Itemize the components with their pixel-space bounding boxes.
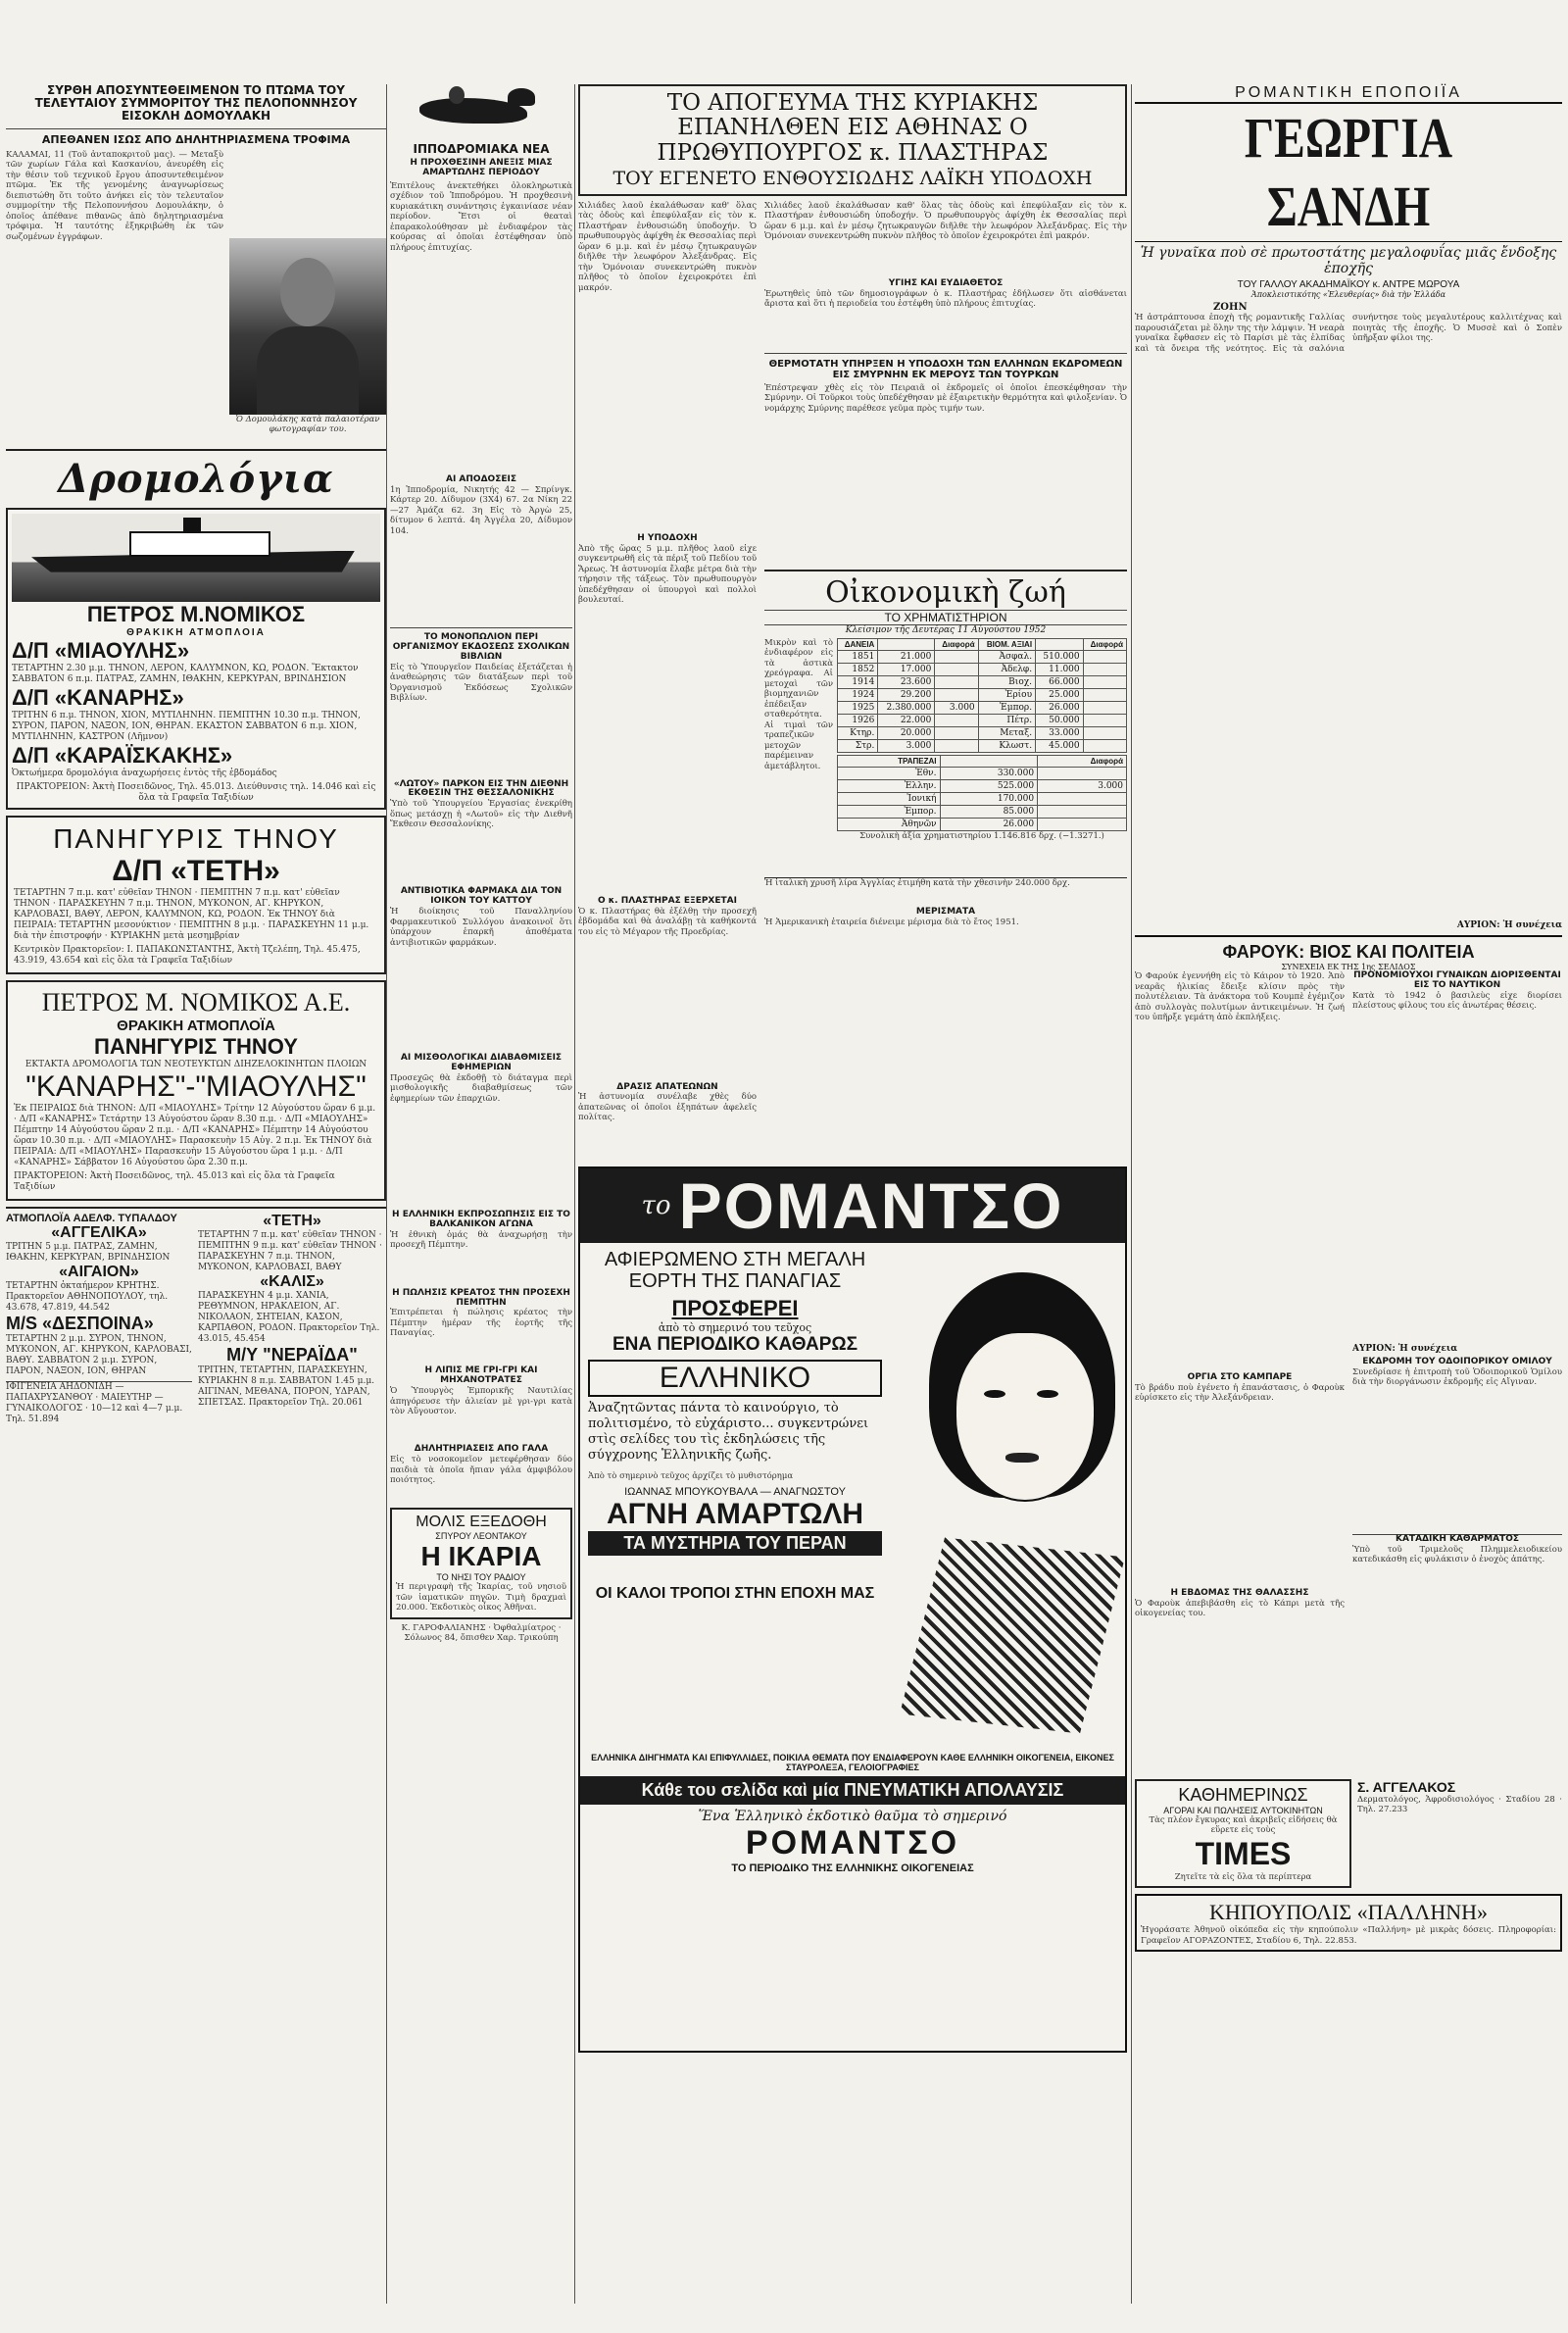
ad-categories: ΕΛΛΗΝΙΚΑ ΔΙΗΓΗΜΑΤΑ ΚΑΙ ΕΠΙΦΥΛΛΙΔΕΣ, ΠΟΙΚΙΛΑ ΘΕΜΑΤΑ ΠΟΥ ΕΝΔΙΑΦΕΡΟΥΝ ΚΑΘΕ ΕΛΛΗΝΙΚΗ ΟΙΚΟΓΕΝΕΙΑ, ΕΙΚΟΝΕΣ ΣΤΑΥΡΟΛΕΞΑ, ΓΕΛΟΙΟΓΡΑΦΙΕΣ (591, 1753, 1114, 1773)
ad-brand: ΡΟΜΑΝΤΣΟ (678, 1169, 1064, 1243)
ad-dedication: ΑΦΙΕΡΩΜΕΝΟ ΣΤΗ ΜΕΓΑΛΗ ΕΟΡΤΗ ΤΗΣ ΠΑΝΑΓΙΑΣ (604, 1249, 866, 1293)
racing-text: Ἐπιτέλους ἀνεκτεθήκει ὁλοκληρωτικὰ σχέδιον τοῦ Ἱπποδρόμου. Ἡ προχθεσινὴ κυριακάτικη συνάντησις ἐγκαινίασε νέαν περίοδον. Ἔτσι οἱ θεαταὶ ἐπαρακολούθησαν μὲ ἐνδιαφέρον τὰς κούρσας αἱ ὁποῖαι ἐστέφθησαν ὑπὸ πλήρους ἐπιτυχίας. (390, 180, 572, 253)
table-cell: 23.600 (878, 675, 935, 688)
table-cell: Ἐμπορ. (838, 805, 941, 818)
table-cell (1083, 726, 1126, 739)
table-cell: 3.000 (1038, 779, 1127, 792)
health-title: ΥΓΙΗΣ ΚΑΙ ΕΥΔΙΑΘΕΤΟΣ (888, 277, 1004, 288)
conviction-title: ΚΑΤΑΔΙΚΗ ΚΑΘΑΡΜΑΤΟΣ (1352, 1534, 1562, 1545)
ship-despoina: M/S «ΔΕΣΠΟΙΝΑ» (6, 1313, 154, 1333)
book-subtitle: ΤΟ ΝΗΣΙ ΤΟΥ ΡΑΔΙΟΥ (436, 1572, 526, 1583)
milk-text: Εἰς τὸ νοσοκομεῖον μετεφέρθησαν δύο παιδιὰ τὰ ὁποῖα ἤπιαν γάλα ἀμφιβόλου ποιότητος. (390, 1455, 572, 1486)
pallini-text: Ἠγοράσατε Ἀθηνοῦ οἰκόπεδα εἰς τὴν κηπούπολιν «Παλλήνη» μὲ μικρὰς δόσεις. Πληροφορίαι: Γραφεῖον ΑΓΟΡΑΖΟΝΤΕΣ, Σταδίου 6, Τηλ. 22.853. (1141, 1925, 1556, 1946)
times-footer: Ζητεῖτε τὰ εἰς ὅλα τὰ περίπτερα (1174, 1871, 1312, 1882)
pharma-text: Ἡ διοίκησις τοῦ Παναλληνίου Φαρμακευτικοῦ Συλλόγου ἀνακοινοῖ ὅτι ὑπάρχουν ἐπαρκῆ ἀποθέματα ἀντιβιοτικῶν φαρμάκων. (390, 907, 572, 948)
serial-kicker: ΡΟΜΑΝΤΙΚΗ ΕΠΟΠΟΙΪΑ (1135, 84, 1562, 104)
schedules-title: Δρομολόγια (58, 455, 334, 502)
nomikos-festival-ad (6, 980, 386, 1201)
book-announcement: ΜΟΛΙΣ ΕΞΕΔΟΘΗ (416, 1514, 547, 1531)
column-header (878, 638, 935, 650)
sea-week-title: Η ΕΒΔΟΜΑΣ ΤΗΣ ΘΑΛΑΣΣΗΣ (1170, 1587, 1309, 1598)
table-cell: 21.000 (878, 650, 935, 663)
table-cell: Ἐρίου (978, 688, 1035, 701)
milk-title: ΔΗΛΗΤΗΡΙΑΣΕΙΣ ΑΠΟ ΓΑΛΑ (414, 1444, 549, 1455)
nomikos-ad (6, 508, 386, 810)
table-cell (935, 675, 978, 688)
portrait-photo (229, 238, 386, 415)
racing-subtitle: Η ΠΡΟΧΘΕΣΙΝΗ ΑΝΕΞΙΣ ΜΙΑΣ ΑΜΑΡΤΩΛΗΣ ΠΕΡΙΟΔΟΥ (410, 158, 553, 178)
bonds-table (837, 638, 1127, 753)
pallini-ad (1135, 1894, 1562, 1952)
ad-body: Ἀναζητῶντας πάντα τὸ καινούργιο, τὸ πολιτισμένο, τὸ εὐχάριστο... συγκεντρώνει στὶς σελίδες του τὶς ἐκδηλώσεις τῆς σύγχρονης Ἑλληνικῆς ζωῆς. (588, 1401, 869, 1464)
table-cell: 26.000 (1036, 701, 1084, 714)
finance-text: Μικρὸν καὶ τὸ ἐνδιαφέρον εἰς τὰ ἀστικὰ χρεόγραφα. Αἱ μετοχαὶ τῶν βιομηχανιῶν ἐπέδειξαν σταθερότητα. Αἱ τιμαὶ τῶν τραπεζικῶν μετοχῶν παρέμειναν ἀμετάβλητοι. (764, 637, 833, 771)
table-cell (1083, 701, 1126, 714)
table-cell: Ἰονική (838, 792, 941, 805)
table-cell: 1914 (838, 675, 878, 688)
table-cell: 29.200 (878, 688, 935, 701)
serial-rights: Ἀποκλειστικότης «Ἐλευθερίας» διὰ τὴν Ἑλλάδα (1250, 290, 1446, 299)
times-title: ΚΑΘΗΜΕΡΙΝΩΣ (1178, 1784, 1308, 1805)
table-cell (1038, 792, 1127, 805)
table-cell: Ἀδελφ. (978, 663, 1035, 675)
route-text: Ὀκτωήμερα δρομολόγια ἀναχωρήσεις ἐντὸς τῆς ἑβδομάδος (12, 768, 277, 778)
table-row (838, 767, 1127, 779)
table-row (838, 726, 1127, 739)
table-cell: Ἀσφαλ. (978, 650, 1035, 663)
table-cell: Βιοχ. (978, 675, 1035, 688)
photo-caption: Ὁ Δομουλάκης κατὰ παλαιοτέραν φωτογραφίαν του. (235, 414, 380, 435)
hiking-text: Συνεδρίασε ἡ ἐπιτροπὴ τοῦ Ὁδοιπορικοῦ Ὁμίλου διὰ τὴν διοργάνωσιν ἐκδρομῆς εἰς Αἴγιναν. (1352, 1366, 1562, 1388)
ship-aigaion: «ΑΙΓΑΙΟΝ» (59, 1263, 139, 1280)
smyrna-text: Ἐπέστρεψαν χθὲς εἰς τὸν Πειραιᾶ οἱ ἐκδρομεῖς οἱ ὁποῖοι ἐπεσκέφθησαν τὴν Σμύρνην. Οἱ Τοῦρκοι τοὺς ὑπεδέχθησαν μὲ ἐξαιρετικὴν θερμότητα καὶ φιλοξενίαν. Ὁ νομάρχης Σμύρνης παρέθεσε γεῦμα πρὸς τιμήν των. (764, 382, 1127, 414)
table-row (838, 818, 1127, 830)
serial-deck: Ἡ γυναῖκα ποὺ σὲ πρωτοστάτης μεγαλοφυΐας μιᾶς ἔνδοξης ἐποχῆς (1135, 241, 1562, 276)
typaldos-title: ΑΤΜΟΠΛΟΪΑ ΑΔΕΛΦ. ΤΥΠΑΛΔΟΥ (6, 1212, 177, 1224)
serial-title: ΓΕΩΡΓΙΑ ΣΑΝΔΗ (1244, 106, 1453, 238)
divider (390, 627, 572, 628)
table-cell (1083, 663, 1126, 675)
ad-issue-note: ἀπὸ τὸ σημερινό του τεῦχος (658, 1321, 812, 1335)
table-cell (1038, 818, 1127, 830)
fishing-title: Η ΛΙΠΙΣ ΜΕ ΓΡΙ-ΓΡΙ ΚΑΙ ΜΗΧΑΝΟΤΡΑΤΕΣ (424, 1365, 538, 1386)
book-text: Ἡ περιγραφὴ τῆς Ἰκαρίας, τοῦ νησιοῦ τῶν ἰαματικῶν πηγῶν. Τιμὴ δραχμαὶ 20.000. Ἐκδοτικὸς οἶκος Ἀθῆναι. (396, 1582, 566, 1613)
table-cell (1083, 688, 1126, 701)
main-article-continued: Χιλιάδες λαοῦ ἐκαλάθωσαν καθ' ὅλας τὰς ὁδοὺς καὶ ἐπεφύλαξαν εἰς τὸν κ. Πλαστήραν ἐνθουσιώδη ὑποδοχήν. Ὁ πρωθυπουργὸς ἀφίχθη ἐκ Θεσσαλίας περὶ ὥραν 6 μ.μ. καὶ ἐν μέσῳ ζητωκραυγῶν διῆλθε τὴν λεωφόρον Ἀλεξάνδρας. Εἰς τὴν Ὁμόνοιαν συνεκεντρώθη πυκνὸν πλῆθος τὸ ὁποῖον ἐχειροκρότει ἐπὶ μακρόν. (764, 200, 1127, 242)
results-text: 1η Ἱπποδρομία, Νικητής 42 — Σπρίνγκ. Κάρτερ 20. Δίδυμον (3Χ4) 67. 2α Νίκη 22—27 Ἀμάζα 62. 3η Εἰς τὸ Ἀργὼ 25, δίτυμον 6 λεπτά. 4η Ἀγγέλα 20, Δίδυμον 104. (390, 484, 572, 536)
table-cell (935, 714, 978, 726)
table-cell: 510.000 (1036, 650, 1084, 663)
dividends-text: Ἡ Ἀμερικανικὴ ἐταιρεία διένειμε μέρισμα διὰ τὸ ἔτος 1951. (764, 917, 1019, 927)
company-tagline: ΘΡΑΚΙΚΗ ΑΤΜΟΠΛΟΙΑ (126, 626, 266, 638)
table-cell: 1924 (838, 688, 878, 701)
column-header: Διαφορά (935, 638, 978, 650)
ship-kalis: «ΚΑΛΙΣ» (260, 1272, 324, 1290)
times-ad (1135, 1779, 1351, 1889)
main-article-text: Χιλιάδες λαοῦ ἐκαλάθωσαν καθ' ὅλας τὰς ὁδοὺς καὶ ἐπεφύλαξαν εἰς τὸν κ. Πλαστήραν ἐνθουσιώδη ὑποδοχήν. Ὁ πρωθυπουργὸς ἀφίχθη ἐκ Θεσσαλίας περὶ ὥραν 6 μ.μ. καὶ ἐν μέσῳ ζητωκραυγῶν διῆλθε τὴν λεωφόρον Ἀλεξάνδρας. Εἰς τὴν Ὁμόνοιαν συνεκεντρώθη πυκνὸν πλῆθος τὸ ὁποῖον ἐχειροκρότει ἐπὶ μακρόν. (578, 200, 757, 293)
table-row (838, 688, 1127, 701)
table-cell: 66.000 (1036, 675, 1084, 688)
route-text: ΤΡΙΤΗΝ 6 π.μ. ΤΗΝΟΝ, ΧΙΟΝ, ΜΥΤΙΛΗΝΗΝ. ΠΕΜΠΤΗΝ 10.30 π.μ. ΤΗΝΟΝ, ΣΥΡΟΝ, ΠΑΡΟΝ, ΝΑΞΟΝ, ΙΟΝ, ΘΗΡΑΝ. ΕΚΑΣΤΟΝ ΣΑΒΒΑΤΟΝ 6 π.μ. ΧΙΟΝ, ΜΥΤΙΛΗΝΗΝ, ΚΑΣΤΡΟΝ (Λῆμνον) (12, 710, 362, 742)
table-row (838, 805, 1127, 818)
sterling-text: Ἡ ἰταλικὴ χρυσῆ λίρα Ἀγγλίας ἐτιμήθη κατὰ τὴν χθεσινὴν 240.000 δρχ. (764, 877, 1070, 888)
table-row (838, 663, 1127, 675)
book-author: ΣΠΥΡΟΥ ΛΕΟΝΤΑΚΟΥ (435, 1531, 527, 1542)
divider (6, 128, 386, 129)
times-text: Τὰς πλέον ἔγκυρας καὶ ἀκριβεῖς εἰδήσεις θὰ εὕρετε εἰς τοὺς (1149, 1814, 1338, 1836)
meat-title: Η ΠΩΛΗΣΙΣ ΚΡΕΑΤΟΣ ΤΗΝ ΠΡΟΣΕΧΗ ΠΕΜΠΤΗΝ (392, 1287, 570, 1308)
table-cell: 50.000 (1036, 714, 1084, 726)
divider (1135, 935, 1562, 937)
press-text: Προσεχῶς θὰ ἐκδοθῇ τὸ διάταγμα περὶ μισθολογικῆς διαβαθμίσεως τῶν ἐφημερίων τῶν ἐπαρχιῶν. (390, 1072, 572, 1104)
ship-teti-small: «ΤΕΤΗ» (263, 1212, 321, 1229)
woman-illustration (890, 1243, 1125, 1753)
table-cell: 45.000 (1036, 739, 1084, 752)
ad-tagline: Ἕνα Ἑλληνικὸ ἐκδοτικὸ θαῦμα τὸ σημερινό (698, 1809, 1007, 1825)
table-row (838, 675, 1127, 688)
results-title: ΑΙ ΑΠΟΔΟΣΕΙΣ (445, 473, 516, 484)
school-books-title: ΤΟ ΜΟΝΟΠΩΛΙΟΝ ΠΕΡΙ ΟΡΓΑΝΙΣΜΟΥ ΕΚΔΟΣΕΩΣ ΣΧΟΛΙΚΩΝ ΒΙΒΛΙΩΝ (392, 631, 570, 662)
serial-continued: ΑΥΡΙΟΝ: Ἡ συνέχεια (1456, 920, 1562, 930)
fraud-text: Ἡ ἀστυνομία συνέλαβε χθὲς δύο ἀπατεῶνας οἱ ὁποῖοι ἐξηπάτων ἀφελεῖς πολίτας. (578, 1092, 757, 1123)
table-cell: Ἐθν. (838, 767, 941, 779)
festival-title: ΠΑΝΗΓΥΡΙΣ ΤΗΝΟΥ (94, 1033, 298, 1059)
table-cell (1083, 714, 1126, 726)
column-c (578, 84, 1127, 2053)
tennis-text: Ἡ ἐθνικὴ ὁμάς θὰ ἀναχωρήσῃ τὴν προσεχῆ Πέμπτην. (390, 1229, 572, 1251)
doctor-notice: ΙΦΙΓΕΝΕΙΑ ΑΗΔΟΝΙΔΗ — ΠΑΠΑΧΡΥΣΑΝΘΟΥ · ΜΑΙΕΥΤΗΡ — ΓΥΝΑΙΚΟΛΟΓΟΣ · 10—12 καὶ 4—7 μ.μ. Τηλ. 51.894 (6, 1381, 192, 1425)
meat-text: Ἐπιτρέπεται ἡ πώλησις κρέατος τὴν Πέμπτην ἡμέραν τῆς ἑορτῆς τῆς Παναγίας. (390, 1308, 572, 1339)
table-row (838, 792, 1127, 805)
lotus-title: «ΛΩΤΟΥ» ΠΑΡΚΟΝ ΕΙΣ ΤΗΝ ΔΙΕΘΝΗ ΕΚΘΕΣΙΝ ΤΗΣ ΘΕΣΣΑΛΟΝΙΚΗΣ (393, 778, 569, 799)
table-cell: 330.000 (940, 767, 1038, 779)
serial-text: Ἡ ἀστράπτουσα ἐποχὴ τῆς ρομαντικῆς Γαλλίας παρουσιάζεται μὲ ὅλην της τὴν λάμψιν. Ἡ νεαρὰ γυναῖκα ἔφθασεν εἰς τὸ Παρίσι μὲ τὰς ἐλπίδας καὶ τὰ ὄνειρα τῆς νεότητος. Εἰς τὰ σαλόνια συνήντησε τοὺς μεγαλυτέρους καλλιτέχνας καὶ ποιητὰς τῆς ἐποχῆς. Ὁ Μυσσὲ καὶ ὁ Σοπὲν ὑπῆρξαν φίλοι της. (1135, 313, 1562, 354)
table-cell: 11.000 (1036, 663, 1084, 675)
table-cell: 3.000 (878, 739, 935, 752)
pharma-title: ΑΝΤΙΒΙΟΤΙΚΑ ΦΑΡΜΑΚΑ ΔΙΑ ΤΟΝ ΙΟΙΚΟΝ ΤΟΥ ΚΑΤΤΟΥ (400, 886, 563, 907)
times-subtitle: ΑΓΟΡΑΙ ΚΑΙ ΠΩΛΗΣΕΙΣ ΑΥΤΟΚΙΝΗΤΩΝ (1163, 1805, 1323, 1815)
table-cell (1083, 650, 1126, 663)
ad-small: Ἀπὸ τὸ σημερινὸ τεῦχος ἀρχίζει τὸ μυθιστόρημα (588, 1471, 794, 1482)
lead-subhead: ΑΠΕΘΑΝΕΝ ΙΣΩΣ ΑΠΟ ΔΗΛΗΤΗΡΙΑΣΜΕΝΑ ΤΡΟΦΙΜΑ (41, 132, 351, 146)
column-header (940, 755, 1038, 767)
finance-subtitle: ΤΟ ΧΡΗΜΑΤΙΣΤΗΡΙΟΝ (764, 610, 1127, 625)
dividends-title: ΜΕΡΙΣΜΑΤΑ (915, 906, 976, 917)
pallini-title: ΚΗΠΟΥΠΟΛΙΣ «ΠΑΛΛΗΝΗ» (1209, 1900, 1488, 1925)
company-name: ΠΕΤΡΟΣ Μ. ΝΟΜΙΚΟΣ Α.Ε. (41, 987, 351, 1017)
agency-text: Κεντρικὸν Πρακτορεῖον: Ι. ΠΑΠΑΚΩΝΣΤΑΝΤΗΣ, Ἀκτὴ Τζελέπη, Τηλ. 45.475, 43.919, 43.654 καὶ εἰς ὅλα τὰ Γραφεῖα Ταξιδίων (14, 944, 361, 966)
column-rule (386, 84, 387, 2304)
school-books-text: Εἰς τὸ Ὑπουργεῖον Παιδείας ἐξετάζεται ἡ ἀναθεώρησις τῶν διατάξεων περὶ τοῦ Ὀργανισμοῦ Ἐκδόσεως Σχολικῶν Βιβλίων. (390, 662, 572, 704)
table-cell: 85.000 (940, 805, 1038, 818)
column-header: ΤΡΑΠΕΖΑΙ (838, 755, 941, 767)
tennis-title: Η ΕΛΛΗΝΙΚΗ ΕΚΠΡΟΣΩΠΗΣΙΣ ΕΙΣ ΤΟ ΒΑΛΚΑΝΙΚΟΝ ΑΓΩΝΑ (392, 1209, 570, 1229)
romantso-ad (578, 1166, 1127, 2053)
hiking-title: ΕΚΔΡΟΜΗ ΤΟΥ ΟΔΟΙΠΟΡΙΚΟΥ ΟΜΙΛΟΥ (1362, 1356, 1552, 1366)
ikaria-book-ad (390, 1508, 572, 1619)
table-cell: 2.380.000 (878, 701, 935, 714)
ad-novel-author: ΙΩΑΝΝΑΣ ΜΠΟΥΚΟΥΒΑΛΑ — ΑΝΑΓΝΩΣΤΟΥ (624, 1485, 846, 1498)
finance-section (764, 570, 1127, 878)
table-cell: 17.000 (878, 663, 935, 675)
table-row (838, 701, 1127, 714)
cabaret-text: Τὸ βράδυ ποὺ ἐγένετο ἡ ἐπανάστασις, ὁ Φαροὺκ εὑρίσκετο εἰς τὴν Ἀλεξάνδρειαν. (1135, 1382, 1345, 1404)
table-cell: Πέτρ. (978, 714, 1035, 726)
cabaret-title: ΟΡΓΙΑ ΣΤΟ ΚΑΜΠΑΡΕ (1187, 1372, 1293, 1382)
table-cell (1038, 805, 1127, 818)
route-text: ΤΕΤΑΡΤΗΝ ὀκταήμερον ΚΡΗΤΗΣ. Πρακτορεῖον ΑΘΗΝΟΠΟΥΛΟΥ, τηλ. 43.678, 47.819, 44.542 (6, 1280, 169, 1313)
route-text: ΤΕΤΑΡΤΗΝ 7 π.μ. κατ' εὐθεῖαν ΤΗΝΟΝ · ΠΕΜΠΤΗΝ 7 π.μ. κατ' εὐθεῖαν ΤΗΝΟΝ · ΠΑΡΑΣΚΕΥΗΝ 7 π.μ. ΤΗΝΟΝ, ΜΥΚΟΝΟΝ, ΑΓ. ΚΗΡΥΚΟΝ, ΚΑΡΛΟΒΑΣΙ, ΒΑΘΥ, ΛΕΡΟΝ, ΚΑΛΥΜΝΟΝ, ΚΩ, ΡΟΔΟΝ. Ἐκ ΤΗΝΟΥ διὰ ΠΕΙΡΑΙΑ: ΤΕΤΑΡΤΗΝ μεσονύκτιον · ΠΕΜΠΤΗΝ 8 μ.μ. · ΠΑΡΑΣΚΕΥΗΝ 11 μ.μ. διὰ τὴν ἐπιστροφήν · ΚΥΡΙΑΚΗΝ μετὰ μεσημβρίαν (14, 887, 369, 941)
ad-manners: ΟΙ ΚΑΛΟΙ ΤΡΟΠΟΙ ΣΤΗΝ ΕΠΟΧΗ ΜΑΣ (595, 1584, 875, 1602)
table-cell: 1926 (838, 714, 878, 726)
table-cell (935, 650, 978, 663)
route-text: ΠΑΡΑΣΚΕΥΗΝ 4 μ.μ. ΧΑΝΙΑ, ΡΕΘΥΜΝΟΝ, ΗΡΑΚΛΕΙΟΝ, ΑΓ. ΝΙΚΟΛΑΟΝ, ΣΗΤΕΙΑΝ, ΚΑΣΟΝ, ΚΑΡΠΑΘΟΝ, ΡΟΔΟΝ. Πρακτορεῖον Τηλ. 43.015, 45.454 (198, 1290, 380, 1344)
festival-subtitle: ΕΚΤΑΚΤΑ ΔΡΟΜΟΛΟΓΙΑ ΤΩΝ ΝΕΟΤΕΥΚΤΩΝ ΔΙΗΖΕΛΟΚΙΝΗΤΩΝ ΠΛΟΙΩΝ (24, 1059, 368, 1069)
serial-byline: ΤΟΥ ΓΑΛΛΟΥ ΑΚΑΔΗΜΑΪΚΟΥ κ. ΑΝΤΡΕ ΜΩΡΟΥΑ (1237, 279, 1460, 290)
route-text: ΤΡΙΤΗΝ 5 μ.μ. ΠΑΤΡΑΣ, ΖΑΜΗΝ, ΙΘΑΚΗΝ, ΚΕΡΚΥΡΑΝ, ΒΡΙΝΔΗΣΙΟΝ (6, 1241, 171, 1263)
table-cell (935, 726, 978, 739)
table-cell: 20.000 (878, 726, 935, 739)
doctor-name: Σ. ΑΓΓΕΛΑΚΟΣ (1357, 1778, 1456, 1795)
route-text: ΤΡΙΤΗΝ, ΤΕΤΑΡΤΗΝ, ΠΑΡΑΣΚΕΥΗΝ, ΚΥΡΙΑΚΗΝ 8 π.μ. ΣΑΒΒΑΤΟΝ 1.45 μ.μ. ΑΙΓΙΝΑΝ, ΜΕΘΑΝΑ, ΠΟΡΟΝ, ΥΔΡΑΝ, ΣΠΕΤΣΑΣ. Πρακτορεῖον Τηλ. 20.061 (198, 1365, 375, 1408)
column-header (1036, 638, 1084, 650)
column-header: ΔΑΝΕΙΑ (838, 638, 878, 650)
table-cell: Κτηρ. (838, 726, 878, 739)
table-cell: Ἀθηνῶν (838, 818, 941, 830)
smyrna-title: ΘΕΡΜΟΤΑΤΗ ΥΠΗΡΞΕΝ Η ΥΠΟΔΟΧΗ ΤΩΝ ΕΛΛΗΝΩΝ ΕΚΔΡΟΜΕΩΝ ΕΙΣ ΣΜΥΡΝΗΝ ΕΚ ΜΕΡΟΥΣ ΤΩΝ ΤΟΥΡΚΩΝ (768, 358, 1123, 380)
column-rule (1131, 84, 1132, 2304)
book-title: Η ΙΚΑΡΙΑ (420, 1541, 542, 1572)
route-text: Ἐκ ΠΕΙΡΑΙΩΣ διὰ ΤΗΝΟΝ: Δ/Π «ΜΙΑΟΥΛΗΣ» Τρίτην 12 Αὐγούστου ὥραν 6 μ.μ. · Δ/Π «ΚΑΝΑΡΗΣ» Τετάρτην 13 Αὐγούστου ὥραν 8.30 π.μ. · Δ/Π «ΜΙΑΟΥΛΗΣ» Πέμπτην 14 Αὐγούστου ὥραν 2 π.μ. · Δ/Π «ΚΑΝΑΡΗΣ» Πέμπτην 14 Αὐγούστου ὥραν 10.30 π.μ. · Δ/Π «ΜΙΑΟΥΛΗΣ» Παρασκευὴν 15 Αὐγ. 2 π.μ. Ἐκ ΤΗΝΟΥ διὰ ΠΕΙΡΑΙΑ: Δ/Π «ΜΙΑΟΥΛΗΣ» Παρασκευὴν 15 Αὐγούστου ὥρα 1 μ.μ. · Δ/Π «ΚΑΝΑΡΗΣ» Σάββατον 16 Αὐγούστου ὥρα 2.30 π.μ. (14, 1103, 376, 1167)
ship-names: "ΚΑΝΑΡΗΣ"-"ΜΙΑΟΥΛΗΣ" (25, 1069, 367, 1103)
ad-novel-title: ΑΓΝΗ ΑΜΑΡΤΩΛΗ (606, 1497, 864, 1530)
table-row (838, 779, 1127, 792)
company-tagline: ΘΡΑΚΙΚΗ ΑΤΜΟΠΛΟΪΑ (117, 1017, 275, 1034)
racing-illustration (390, 84, 572, 143)
ad-offers: ΠΡΟΣΦΕΡΕΙ (671, 1296, 799, 1321)
divider (764, 353, 1127, 354)
table-cell: 1851 (838, 650, 878, 663)
navy-text: Κατὰ τὸ 1942 ὁ βασιλεὺς εἶχε διορίσει πλείστους φίλους του εἰς ἀνωτέρας θέσεις. (1352, 990, 1562, 1012)
table-cell: Ἐλλην. (838, 779, 941, 792)
ship-miaoulis: Δ/Π «ΜΙΑΟΥΛΗΣ» (12, 637, 190, 663)
lead-article-text: ΚΑΛΑΜΑΙ, 11 (Τοῦ ἀνταποκριτοῦ μας). — Μεταξὺ τῶν χωρίων Γάλα καὶ Κασκανίου, ἀνευρέθη εἰς τὴν θέσιν τοῦ τεχνικοῦ ἔργου ἀποσυντεθειμένον πτῶμα. Ἐκ τῆς γενομένης ἀναγνωρίσεως διεπιστώθη ὅτι τοῦτο ἀνήκει εἰς τὸν τελευταῖον συμμορίτην τῆς Πελοποννήσου Δομουλάκην, ὁ ὁποῖος ἀπέθανε πιθανῶς ἀπὸ δηλητηριασμένα τρόφιμα. Ἡ ταυτότης ἐξηκριβώθη ἐκ τῶν σωζομένων ἐγγράφων. (6, 149, 223, 242)
health-text: Ἐρωτηθεὶς ὑπὸ τῶν δημοσιογράφων ὁ κ. Πλαστήρας ἐδήλωσεν ὅτι αἰσθάνεται ἄριστα καὶ ὅτι ἡ περιοδεία του ἐστέφθη ὑπὸ πλήρους ἐπιτυχίας. (764, 288, 1127, 310)
finance-title: Οἰκονομικὴ ζωή (825, 574, 1066, 610)
cabinet-title: Ο κ. ΠΛΑΣΤΗΡΑΣ ΕΞΕΡΧΕΤΑΙ (598, 895, 737, 906)
ship-teti: Δ/Π «ΤΕΤΗ» (112, 854, 280, 887)
farouk-title: ΦΑΡΟΥΚ: ΒΙΟΣ ΚΑΙ ΠΟΛΙΤΕΙΑ (1222, 942, 1475, 962)
ad-magazine-line: ΕΝΑ ΠΕΡΙΟΔΙΚΟ ΚΑΘΑΡΩΣ (612, 1334, 858, 1356)
column-b (390, 84, 572, 1644)
agency-text: ΠΡΑΚΤΟΡΕΙΟΝ: Ἀκτὴ Ποσειδῶνος, Τηλ. 45.013. Διεύθυνσις τηλ. 14.046 καὶ εἰς ὅλα τὰ Γραφεῖα Ταξιδίων (16, 781, 376, 803)
agency-text: ΠΡΑΚΤΟΡΕΙΟΝ: Ἀκτὴ Ποσειδῶνος, τηλ. 45.013 καὶ εἰς ὅλα τὰ Γραφεῖα Ταξιδίων (14, 1170, 335, 1192)
finance-date: Κλείσιμον τῆς Δευτέρας 11 Αὐγούστου 1952 (845, 624, 1047, 635)
table-cell: 1852 (838, 663, 878, 675)
arrival-title: Η ΥΠΟΔΟΧΗ (637, 532, 698, 543)
table-cell: 170.000 (940, 792, 1038, 805)
column-rule (574, 84, 575, 2304)
ad-greek: ΕΛΛΗΝΙΚΟ (588, 1360, 882, 1397)
column-a (6, 84, 386, 1425)
divider (6, 449, 386, 451)
sea-week-text: Ὁ Φαροὺκ ἀπεβιβάσθη εἰς τὸ Κάπρι μετὰ τῆς οἰκογενείας του. (1135, 1598, 1345, 1619)
tinos-festival-ad (6, 816, 386, 974)
navy-title: ΠΡΟΝΟΜΙΟΥΧΟΙ ΓΥΝΑΙΚΩΝ ΔΙΟΡΙΣΘΕΝΤΑΙ ΕΙΣ ΤΟ ΝΑΥΤΙΚΟΝ (1353, 970, 1561, 990)
table-cell (935, 663, 978, 675)
ship-kanaris: Δ/Π «ΚΑΝΑΡΗΣ» (12, 684, 184, 710)
table-cell: 3.000 (935, 701, 978, 714)
festival-title: ΠΑΝΗΓΥΡΙΣ ΤΗΝΟΥ (53, 822, 339, 854)
table-cell: 1925 (838, 701, 878, 714)
column-header: ΒΙΟΜ. ΑΞΙΑΙ (978, 638, 1035, 650)
column-header: Διαφορά (1083, 638, 1126, 650)
ad-mystery: ΤΑ ΜΥΣΤΗΡΙΑ ΤΟΥ ΠΕΡΑΝ (588, 1531, 882, 1556)
racing-title: ΙΠΠΟΔΡΟΜΙΑΚΑ ΝΕΑ (413, 142, 550, 156)
column-d (1135, 84, 1562, 1952)
press-title: ΑΙ ΜΙΣΘΟΛΟΓΙΚΑΙ ΔΙΑΒΑΘΜΙΣΕΙΣ ΕΦΗΜΕΡΙΩΝ (400, 1053, 563, 1072)
ad-article: το (641, 1191, 671, 1221)
column-header: Διαφορά (1038, 755, 1127, 767)
ship-neraida: M/Υ "ΝΕΡΑΪΔΑ" (226, 1344, 358, 1365)
main-headline: ΤΟ ΑΠΟΓΕΥΜΑ ΤΗΣ ΚΥΡΙΑΚΗΣ ΕΠΑΝΗΛΘΕΝ ΕΙΣ ΑΘΗΝΑΣ Ο ΠΡΩΘΥΠΟΥΡΓΟΣ κ. ΠΛΑΣΤΗΡΑΣ (657, 90, 1049, 166)
route-text: ΤΕΤΑΡΤΗΝ 2 μ.μ. ΣΥΡΟΝ, ΤΗΝΟΝ, ΜΥΚΟΝΟΝ, ΑΓ. ΚΗΡΥΚΟΝ, ΚΑΡΛΟΒΑΣΙ, ΒΑΘΥ. ΣΑΒΒΑΤΟΝ 2 μ.μ. ΣΥΡΟΝ, ΠΑΡΟΝ, ΝΑΞΟΝ, ΙΟΝ, ΘΗΡΑΝ (6, 1333, 192, 1376)
farouk-continued: ΑΥΡΙΟΝ: Ἡ συνέχεια (1352, 1343, 1458, 1354)
conviction-text: Ὑπὸ τοῦ Τριμελοῦς Πλημμελειοδικείου κατεδικάσθη εἰς φυλάκισιν ὁ ἐνοχὸς ἀπάτης. (1352, 1544, 1562, 1565)
lotus-text: Ὑπὸ τοῦ Ὑπουργείου Ἐργασίας ἐνεκρίθη ὅπως μετάσχῃ ἡ «Λωτοῦ» εἰς τὴν Διεθνῆ Ἔκθεσιν Θεσσαλονίκης. (390, 799, 572, 830)
farouk-text: Ὁ Φαρούκ ἐγεννήθη εἰς τὸ Κάιρον τὸ 1920. Ἀπὸ νεαρᾶς ἡλικίας ἔδειξε κλίσιν πρὸς τὴν πολυτέλειαν. Τὰ ἀνάκτορα τοῦ Κουμπὲ ἐγέμιζον ἀπὸ συλλογὰς πολυτίμων ἀντικειμένων. Ἡ ζωή του ὑπῆρξε γεμάτη ἀπὸ ἐκπλήξεις. (1135, 971, 1345, 1022)
table-cell (1083, 739, 1126, 752)
table-cell (1083, 675, 1126, 688)
fraud-title: ΔΡΑΣΙΣ ΑΠΑΤΕΩΝΩΝ (616, 1081, 718, 1092)
fishing-text: Ὁ Ὑπουργὸς Ἐμπορικῆς Ναυτιλίας ἀπηγόρευσε τὴν ἁλιείαν μὲ γρι-γρι κατὰ τὸν Αὔγουστον. (390, 1386, 572, 1417)
table-cell: 33.000 (1036, 726, 1084, 739)
route-text: ΤΕΤΑΡΤΗΝ 2.30 μ.μ. ΤΗΝΟΝ, ΛΕΡΟΝ, ΚΑΛΥΜΝΟΝ, ΚΩ, ΡΟΔΟΝ. Ἔκτακτον ΣΑΒΒΑΤΟΝ 6 π.μ. ΠΑΤΡΑΣ, ΖΑΜΗΝ, ΙΘΑΚΗΝ, ΚΕΡΚΥΡΑΝ, ΒΡΙΝΔΗΣΙΟΝ (12, 663, 359, 684)
table-row (838, 739, 1127, 752)
farouk-continued-from: ΣΥΝΕΧΕΙΑ ΕΚ ΤΗΣ 1ης ΣΕΛΙΔΟΣ (1281, 963, 1416, 971)
main-story (578, 84, 1127, 196)
doctor-notice: Κ. ΓΑΡΟΦΑΛΙΑΝΗΣ · Ὀφθαλμίατρος · Σόλωνος 84, ὄπισθεν Χαρ. Τρικούπη (401, 1622, 562, 1644)
table-cell: Ἐμπορ. (978, 701, 1035, 714)
ad-cta: Κάθε του σελίδα καὶ μία ΠΝΕΥΜΑΤΙΚΗ ΑΠΟΛΑΥΣΙΣ (580, 1776, 1125, 1805)
company-name: ΠΕΤΡΟΣ Μ.ΝΟΜΙΚΟΣ (86, 601, 306, 626)
finance-total: Συνολικὴ ἀξία χρηματιστηρίου 1.146.816 δρχ. (−1.3271.) (859, 830, 1104, 841)
table-cell: 22.000 (878, 714, 935, 726)
table-cell: 26.000 (940, 818, 1038, 830)
table-row (838, 714, 1127, 726)
cabinet-text: Ὁ κ. Πλαστήρας θὰ ἐξέλθῃ τὴν προσεχῆ ἑβδομάδα καὶ θὰ ἀναλάβῃ τὰ καθήκοντά του εἰς τὸ Μέγαρον τῆς Προεδρίας. (578, 906, 757, 937)
table-cell (935, 739, 978, 752)
table-cell: 525.000 (940, 779, 1038, 792)
ship-angelika: «ΑΓΓΕΛΙΚΑ» (51, 1223, 147, 1241)
ad-bottom-brand: ΡΟΜΑΝΤΣΟ (745, 1824, 960, 1862)
doctor-details: Δερματολόγος, Ἀφροδισιολόγος · Σταδίου 28 · Τηλ. 27.233 (1357, 1794, 1562, 1815)
ship-illustration (12, 514, 380, 602)
table-cell: Κλωστ. (978, 739, 1035, 752)
table-cell: Στρ. (838, 739, 878, 752)
ad-bottom-sub: ΤΟ ΠΕΡΙΟΔΙΚΟ ΤΗΣ ΕΛΛΗΝΙΚΗΣ ΟΙΚΟΓΕΝΕΙΑΣ (731, 1862, 974, 1875)
arrival-text: Ἀπὸ τῆς ὥρας 5 μ.μ. πλῆθος λαοῦ εἶχε συγκεντρωθῆ εἰς τὰ πέριξ τοῦ Πεδίου τοῦ Ἄρεως. Ἡ ἀστυνομία ἔλαβε μέτρα διὰ τὴν τήρησιν τῆς τάξεως. Τὸν πρωθυπουργὸν ὑπεδέχθησαν οἱ ὑπουργοὶ καὶ πολλοὶ βουλευταί. (578, 543, 757, 606)
ship-karaiskakis: Δ/Π «ΚΑΡΑΪΣΚΑΚΗΣ» (12, 742, 233, 768)
table-cell: 25.000 (1036, 688, 1084, 701)
serial-section: ΖΟΗΝ (1213, 302, 1248, 313)
table-cell (935, 688, 978, 701)
table-row (838, 650, 1127, 663)
main-subhead: ΤΟΥ ΕΓΕΝΕΤΟ ΕΝΘΟΥΣΙΩΔΗΣ ΛΑΪΚΗ ΥΠΟΔΟΧΗ (612, 167, 1093, 189)
times-brand: TIMES (1195, 1835, 1292, 1871)
lead-headline: ΣΥΡΘΗ ΑΠΟΣΥΝΤΕΘΕΙΜΕΝΟΝ ΤΟ ΠΤΩΜΑ ΤΟΥ ΤΕΛΕΥΤΑΙΟΥ ΣΥΜΜΟΡΙΤΟΥ ΤΗΣ ΠΕΛΟΠΟΝΝΗΣΟΥ ΕΙΣΟΚΛΗ ΔΟΜΟΥΛΑΚΗ (34, 83, 358, 124)
table-cell (1038, 767, 1127, 779)
banks-table (837, 755, 1127, 831)
table-cell: Μεταξ. (978, 726, 1035, 739)
route-text: ΤΕΤΑΡΤΗΝ 7 π.μ. κατ' εὐθεῖαν ΤΗΝΟΝ · ΠΕΜΠΤΗΝ 9 π.μ. κατ' εὐθεῖαν ΤΗΝΟΝ · ΠΑΡΑΣΚΕΥΗΝ 7 π.μ. ΤΗΝΟΝ, ΜΥΚΟΝΟΝ, ΚΑΡΛΟΒΑΣΙ, ΒΑΘΥ (198, 1229, 382, 1272)
